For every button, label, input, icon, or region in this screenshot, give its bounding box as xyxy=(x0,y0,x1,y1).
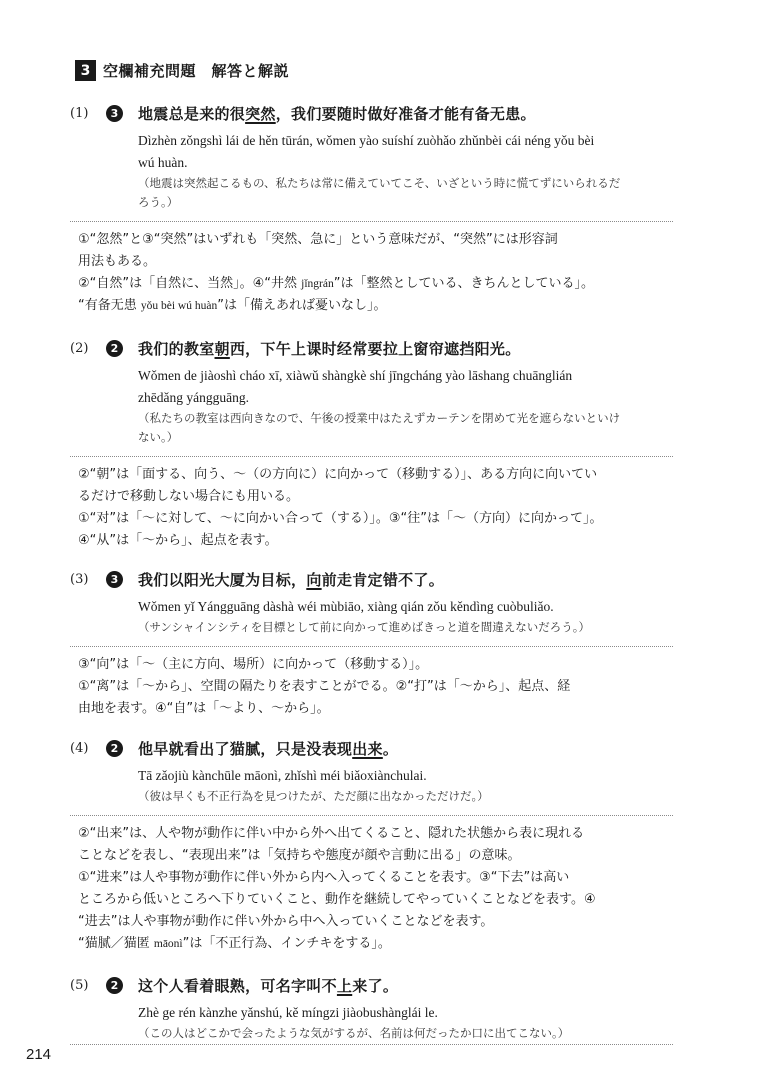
translation-line: （私たちの教室は西向きなので、午後の授業中はたえずカーテンを閉めて光を遮らないといけ xyxy=(138,411,621,425)
answer-badge: 3 xyxy=(106,571,123,588)
explanation: ③“向”は「～（主に方向、場所）に向かって（移動する）」。 ①“离”は「～から」、空間の隔たりを表すことがでる。②“打”は「～から」、起点、経 由地を表す。④“自”は「～より、～から」。 xyxy=(78,657,571,716)
question-1 xyxy=(70,100,673,317)
question-number: (2) xyxy=(70,340,89,356)
translation-line: （この人はどこかで会ったような気がするが、名前は何だったか口に出てこない。） xyxy=(138,1026,570,1040)
pinyin-line: Zhè ge rén kànzhe yǎnshú, kě míngzi jiàobushànglái le. xyxy=(138,1005,438,1020)
divider xyxy=(70,815,673,816)
question-2 xyxy=(70,335,673,552)
pinyin-line: Wǒmen de jiàoshì cháo xī, xiàwǔ shàngkè shí jīngcháng yào lāshang chuānglián xyxy=(138,368,573,383)
page-number: 214 xyxy=(26,1046,52,1063)
translation-line: ろう。） xyxy=(138,195,179,209)
answer-badge: 2 xyxy=(106,340,123,357)
translation-line: （地震は突然起こるもの、私たちは常に備えていてこそ、いざという時に慌てずにいられるだ xyxy=(138,176,621,190)
chinese-sentence: 我们以阳光大厦为目标，向前走肯定错不了。 xyxy=(138,570,445,589)
answer-badge: 2 xyxy=(106,977,123,994)
pinyin-line: zhēdǎng yángguāng. xyxy=(138,390,249,405)
divider xyxy=(70,221,673,222)
question-number: (1) xyxy=(70,105,89,121)
answer-badge: 2 xyxy=(106,740,123,757)
explanation: ②“朝”は「面する、向う、～（の方向に）に向かって（移動する）」、ある方向に向いてい るだけで移動しない場合にも用いる。 ①“对”は「～に対して、～に向かい合って（する）」。③“往”は「～（方向）に向かって」。 ④“从”は「～から」、起点を表す。 xyxy=(78,467,603,548)
pinyin-line: Wǒmen yǐ Yángguāng dàshà wéi mùbiāo, xiàng qián zǒu kěndìng cuòbuliǎo. xyxy=(138,599,554,614)
section-number: 3 xyxy=(75,60,96,81)
bottom-divider xyxy=(70,1044,673,1045)
question-3 xyxy=(70,566,673,720)
chinese-sentence: 我们的教室朝西，下午上课时经常要拉上窗帘遮挡阳光。 xyxy=(138,339,521,358)
chinese-sentence: 他早就看出了猫腻，只是没表现出来。 xyxy=(138,739,399,758)
divider xyxy=(70,456,673,457)
explanation: ①“忽然”と③“突然”はいずれも「突然、急に」という意味だが、“突然”には形容詞 用法もある。 ②“自然”は「自然に、当然」。④“井然 jǐngrán”は「整然としている、きちんとしている」。 “有备无患 yǒu bèi wú huàn”は「備えあれば憂いなし」。 xyxy=(78,232,594,313)
explanation: ②“出来”は、人や物が動作に伴い中から外へ出てくること、隠れた状態から表に現れる ことなどを表し、“表现出来”は「気持ちや態度が顔や言動に出る」の意味。 ①“进来”は人や事物が動作に伴い外から内へ入ってくることを表す。③“下去”は高い ところから低いところへ下りていくこと、動作を継続してやっていくことなどを表す。④ “进去”は人や事物が動作に伴い外から中へ入っていくことなどを表す。 “猫腻／猫匿 māonì”は「不正行為、インチキをする」。 xyxy=(78,826,596,951)
question-5 xyxy=(70,972,673,1043)
question-number: (5) xyxy=(70,977,89,993)
translation-line: ない。） xyxy=(138,430,179,444)
pinyin-line: wú huàn. xyxy=(138,155,188,170)
section-title: 空欄補充問題 解答と解説 xyxy=(103,62,290,80)
translation-line: （サンシャインシティを目標として前に向かって進めばきっと道を間違えないだろう。） xyxy=(138,620,590,634)
section-header xyxy=(75,60,289,81)
pinyin-line: Dìzhèn zǒngshì lái de hěn tūrán, wǒmen yào suíshí zuòhǎo zhǔnbèi cái néng yǒu bèi xyxy=(138,133,595,148)
translation-line: （彼は早くも不正行為を見つけたが、ただ顔に出なかっただけだ。） xyxy=(138,789,489,803)
divider xyxy=(70,646,673,647)
pinyin-line: Tā zǎojiù kànchūle māonì, zhǐshì méi biǎoxiànchulai. xyxy=(138,768,427,783)
chinese-sentence: 这个人看着眼熟，可名字叫不上来了。 xyxy=(138,976,399,995)
answer-badge: 3 xyxy=(106,105,123,122)
question-4 xyxy=(70,735,673,955)
question-number: (4) xyxy=(70,740,89,756)
chinese-sentence: 地震总是来的很突然，我们要随时做好准备才能有备无患。 xyxy=(138,104,536,123)
question-number: (3) xyxy=(70,571,89,587)
